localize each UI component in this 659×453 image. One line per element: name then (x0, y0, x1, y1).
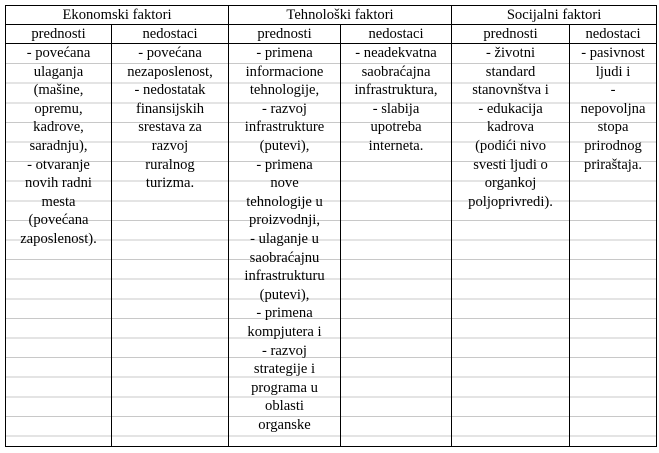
subheader-economic-disadvantages: nedostaci (112, 25, 229, 44)
cell-text: - pasivnost ljudi i - nepovoljna stopa prirodnog priraštaja. (580, 45, 646, 173)
factors-table (5, 5, 657, 447)
cell-economic-advantages (6, 44, 112, 447)
subheader-row (6, 25, 657, 44)
group-header-row (6, 6, 657, 25)
subheader-technological-disadvantages: nedostaci (341, 25, 452, 44)
subheader-social-disadvantages: nedostaci (570, 25, 657, 44)
cell-text: - primena informacione tehnologije, - razvoj infrastrukture (putevi), - primena nove tehnologije u proizvodnji, - ulaganje u saobraćajnu infrastrukturu (putevi), - primena kompjutera i - razvoj strategije i programa u oblasti organske (244, 45, 325, 433)
cell-text: - povećana ulaganja (mašine, opremu, kadrove, saradnju), - otvaranje novih radni mesta (povećana zaposlenost). (20, 45, 97, 247)
cell-social-disadvantages (570, 44, 657, 447)
content-row (6, 44, 657, 447)
cell-technological-advantages (229, 44, 341, 447)
cell-text: - neadekvatna saobraćajna infrastruktura, - slabija upotreba interneta. (354, 45, 438, 154)
group-header-social: Socijalni faktori (452, 6, 657, 25)
cell-social-advantages (452, 44, 570, 447)
group-header-technological: Tehnološki faktori (229, 6, 452, 25)
cell-text: - povećana nezaposlenost, - nedostatak finansijskih srestava za razvoj ruralnog turizma. (127, 45, 213, 192)
subheader-economic-advantages: prednosti (6, 25, 112, 44)
subheader-technological-advantages: prednosti (229, 25, 341, 44)
cell-economic-disadvantages (112, 44, 229, 447)
cell-text: - životni standard stanovnštva i - edukacija kadrova (podići nivo svesti ljudi o organkoj poljoprivredi). (468, 45, 553, 210)
subheader-social-advantages: prednosti (452, 25, 570, 44)
cell-technological-disadvantages (341, 44, 452, 447)
group-header-economic: Ekonomski faktori (6, 6, 229, 25)
